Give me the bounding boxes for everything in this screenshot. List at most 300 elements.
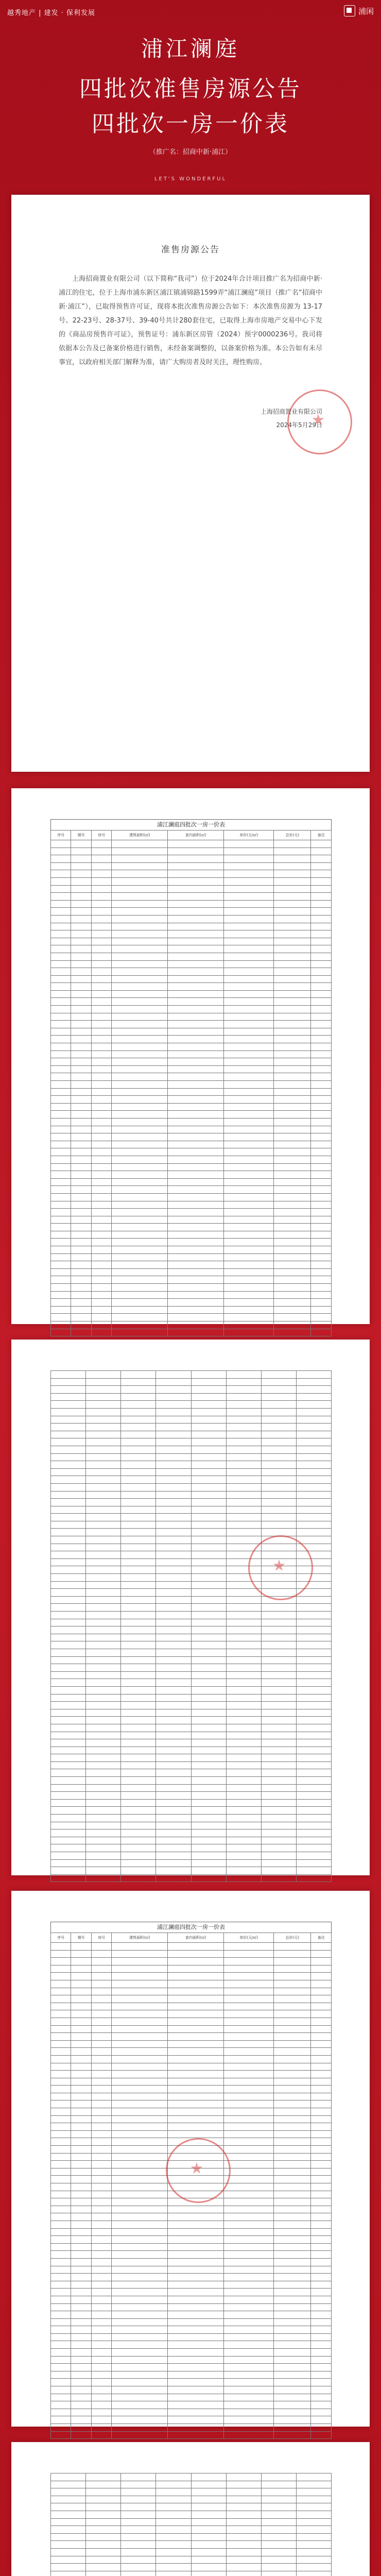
table-cell [51,870,71,878]
table-cell [168,1943,224,1951]
table-cell [191,1702,226,1709]
table-cell [91,870,111,878]
table-cell [121,1401,156,1409]
table-cell [86,1558,121,1566]
table-cell [112,2213,168,2221]
table-cell [274,1988,311,1995]
table-row [51,2564,332,2571]
table-cell [311,1958,332,1965]
table-cell [51,2258,71,2266]
table-cell [86,2503,121,2511]
table-cell [224,2311,274,2319]
table-cell [261,1739,296,1747]
table-cell [224,1268,274,1276]
column-header: 建筑面积(㎡) [112,831,168,840]
table-cell [156,1626,191,1634]
table-cell [311,1231,332,1239]
table-cell [226,1822,261,1829]
table-cell [91,930,111,938]
table-cell [311,1141,332,1148]
table-cell [71,1268,91,1276]
table-cell [168,2303,224,2311]
table-cell [51,1253,71,1261]
table-cell [71,1995,91,2003]
table-cell [156,1686,191,1694]
table-cell [191,1799,226,1807]
table-row [51,1314,332,1321]
table-cell [226,2488,261,2496]
table-cell [91,1306,111,1314]
column-header: 建筑面积(㎡) [112,1933,168,1943]
table-cell [121,2541,156,2549]
table-row [51,1612,332,1619]
table-cell [121,1829,156,1837]
table-cell [156,1483,191,1491]
table-row [51,1965,332,1973]
table-cell [274,1299,311,1307]
table-cell [274,2431,311,2439]
table-cell [71,945,91,953]
table-cell [168,1291,224,1299]
table-cell [71,2371,91,2379]
table-row [51,1754,332,1762]
table-cell [296,1476,331,1484]
table-cell [51,1995,71,2003]
table-cell [274,2018,311,2025]
table-cell [311,2228,332,2236]
table-cell [71,2055,91,2063]
table-cell [71,1073,91,1081]
table-cell [51,1656,86,1664]
table-cell [156,1619,191,1626]
table-cell [51,1965,71,1973]
table-row [51,953,332,960]
table-cell [51,2326,71,2334]
column-header: 房号 [91,831,111,840]
table-cell [51,1950,71,1958]
table-cell [311,855,332,863]
table-cell [168,2228,224,2236]
table-cell [274,953,311,960]
table-cell [156,1371,191,1379]
table-cell [168,1171,224,1179]
table-cell [191,1408,226,1416]
table-cell [224,2213,274,2221]
table-row [51,2251,332,2259]
table-cell [112,2236,168,2244]
table-row [51,2033,332,2041]
table-cell [296,2496,331,2503]
table-cell [51,1393,86,1401]
table-cell [274,2311,311,2319]
table-cell [168,960,224,968]
table-cell [91,1193,111,1201]
table-row [51,2341,332,2349]
table-cell [71,2063,91,2071]
table-cell [296,1506,331,1514]
table-cell [226,1829,261,1837]
table-cell [168,1088,224,1096]
table-cell [156,1807,191,1815]
table-cell [86,1566,121,1574]
table-cell [226,1619,261,1626]
table-row [51,2003,332,2010]
table-cell [191,1386,226,1394]
table-cell [226,1732,261,1739]
table-cell [296,1499,331,1506]
table-row [51,2243,332,2251]
table-cell [112,1156,168,1163]
table-cell [112,2409,168,2416]
table-cell [112,2010,168,2018]
table-cell [91,1126,111,1133]
table-cell [71,2409,91,2416]
table-cell [311,960,332,968]
table-cell [274,2191,311,2198]
table-cell [311,2296,332,2303]
table-cell [224,840,274,848]
table-cell [112,1186,168,1194]
table-cell [71,1291,91,1299]
table-row [51,2123,332,2131]
table-cell [261,1423,296,1431]
table-cell [51,1021,71,1028]
table-cell [224,1133,274,1141]
table-cell [311,1216,332,1224]
table-cell [121,1867,156,1875]
table-cell [71,2401,91,2409]
table-cell [112,870,168,878]
table-cell [311,2258,332,2266]
table-cell [274,1950,311,1958]
table-cell [156,1544,191,1551]
table-row [51,1096,332,1104]
table-cell [51,1686,86,1694]
table-cell [224,1171,274,1179]
table-cell [121,1438,156,1446]
table-cell [261,1604,296,1612]
table-cell [274,1171,311,1179]
table-cell [71,1058,91,1066]
table-cell [86,1747,121,1754]
table-cell [261,1777,296,1785]
table-cell [71,930,91,938]
table-cell [224,968,274,976]
table-cell [71,2033,91,2041]
table-cell [91,2010,111,2018]
table-cell [86,1386,121,1394]
table-cell [224,2183,274,2191]
table-cell [51,2138,71,2146]
table-cell [86,1408,121,1416]
table-cell [51,1852,86,1860]
table-cell [226,1777,261,1785]
table-cell [274,840,311,848]
table-cell [91,1261,111,1269]
table-cell [51,2168,71,2176]
table-cell [156,1844,191,1852]
table-cell [168,2401,224,2409]
table-cell [156,1784,191,1792]
table-cell [261,2541,296,2549]
table-cell [156,2526,191,2534]
table-cell [91,893,111,901]
table-row [51,2221,332,2228]
table-cell [224,2191,274,2198]
table-cell [226,1483,261,1491]
table-cell [121,1529,156,1536]
table-cell [112,1050,168,1058]
table-cell [226,1423,261,1431]
table-row [51,1416,332,1423]
table-cell [121,1566,156,1574]
table-cell [224,2409,274,2416]
table-cell [91,862,111,870]
table-cell [51,1589,86,1597]
table-cell [112,2191,168,2198]
table-cell [168,1118,224,1126]
table-row [51,1284,332,1292]
table-cell [274,877,311,885]
table-cell [51,2424,71,2432]
table-cell [51,2349,71,2357]
table-cell [168,2318,224,2326]
table-cell [191,1807,226,1815]
table-cell [311,968,332,976]
table-cell [51,1468,86,1476]
table-cell [191,1829,226,1837]
table-cell [224,2349,274,2357]
table-cell [274,1201,311,1209]
table-cell [156,1393,191,1401]
table-cell [226,1739,261,1747]
table-cell [274,2356,311,2364]
table-cell [168,2078,224,2086]
table-cell [311,1081,332,1089]
table-cell [86,1815,121,1822]
table-row [51,1073,332,1081]
table-cell [311,2108,332,2116]
table-cell [296,1671,331,1679]
table-cell [86,1717,121,1724]
table-cell [296,1747,331,1754]
table-row [51,1006,332,1013]
table-cell [311,2394,332,2401]
table-row [51,1081,332,1089]
table-cell [91,2409,111,2416]
table-cell [224,2296,274,2303]
table-cell [71,1246,91,1254]
table-cell [274,938,311,945]
table-cell [224,2108,274,2116]
table-cell [168,1958,224,1965]
table-cell [112,2364,168,2371]
table-cell [311,2266,332,2274]
table-cell [51,1859,86,1867]
table-cell [311,1156,332,1163]
table-cell [51,1073,71,1081]
table-cell [51,1574,86,1582]
table-cell [274,2161,311,2168]
table-cell [274,2086,311,2093]
table-cell [51,1612,86,1619]
table-cell [296,1604,331,1612]
table-cell [112,975,168,983]
table-cell [191,1822,226,1829]
table-cell [51,1239,71,1246]
table-cell [51,2274,71,2281]
table-cell [311,1133,332,1141]
table-cell [112,2003,168,2010]
table-cell [51,1754,86,1762]
table-cell [51,930,71,938]
table-cell [226,2503,261,2511]
table-cell [112,2356,168,2364]
table-cell [311,862,332,870]
table-row [51,1058,332,1066]
table-cell [311,1013,332,1021]
table-cell [311,953,332,960]
table-cell [121,1717,156,1724]
table-row [51,2416,332,2424]
table-cell [51,1276,71,1284]
table-cell [112,2168,168,2176]
table-cell [261,2548,296,2556]
table-cell [51,2311,71,2319]
table-cell [86,1852,121,1860]
table-row [51,1671,332,1679]
table-cell [156,2481,191,2488]
table-row [51,1306,332,1314]
table-cell [51,2296,71,2303]
table-cell [71,2115,91,2123]
table-cell [224,2251,274,2259]
table-cell [112,953,168,960]
table-row [51,1837,332,1844]
table-cell [51,1626,86,1634]
table-cell [91,1141,111,1148]
table-cell [296,1754,331,1762]
table-cell [112,2386,168,2394]
table-cell [112,1216,168,1224]
table-cell [261,1859,296,1867]
table-cell [274,2153,311,2161]
table-cell [191,1506,226,1514]
table-cell [112,2183,168,2191]
table-cell [71,893,91,901]
table-cell [226,2511,261,2518]
table-cell [51,1536,86,1544]
table-row [51,975,332,983]
table-row [51,877,332,885]
table-cell [112,2296,168,2303]
table-cell [71,2018,91,2025]
table-cell [224,1965,274,1973]
table-cell [311,1268,332,1276]
table-cell [191,1777,226,1785]
table-cell [296,1514,331,1521]
table-cell [311,1096,332,1104]
table-cell [168,1141,224,1148]
table-cell [86,1461,121,1469]
table-cell [274,2213,311,2221]
table-cell [226,2556,261,2564]
table-row [51,1299,332,1307]
table-cell [311,893,332,901]
table-cell [51,1408,86,1416]
table-cell [168,1950,224,1958]
table-cell [156,1867,191,1875]
table-cell [91,1111,111,1118]
table-cell [51,2071,71,2078]
table-cell [86,1521,121,1529]
table-cell [51,953,71,960]
table-cell [224,915,274,923]
table-cell [112,2100,168,2108]
table-cell [226,1792,261,1800]
table-cell [224,862,274,870]
table-cell [168,2108,224,2116]
table-cell [168,1276,224,1284]
table-cell [274,1193,311,1201]
table-cell [226,1807,261,1815]
table-cell [274,2401,311,2409]
table-cell [86,1664,121,1672]
table-cell [112,960,168,968]
table-cell [51,2318,71,2326]
table-cell [191,1686,226,1694]
table-cell [168,1178,224,1186]
table-cell [156,1859,191,1867]
table-caption: 浦江澜庭四批次一房一价表 [50,819,332,830]
table-row [51,1514,332,1521]
table-row [51,945,332,953]
table-cell [71,1186,91,1194]
table-cell [274,1058,311,1066]
table-cell [296,1521,331,1529]
table-cell [121,1581,156,1589]
table-cell [51,1013,71,1021]
table-row [51,1401,332,1409]
table-cell [311,2153,332,2161]
table-row [51,2296,332,2303]
table-cell [274,1065,311,1073]
table-cell [274,1276,311,1284]
table-cell [224,2115,274,2123]
table-cell [224,908,274,916]
table-cell [112,1284,168,1292]
table-cell [296,1732,331,1739]
table-cell [86,1536,121,1544]
table-cell [156,2488,191,2496]
table-cell [191,1724,226,1732]
table-cell [168,2010,224,2018]
table-cell [71,2326,91,2334]
table-cell [226,1589,261,1597]
table-cell [274,1224,311,1231]
table-cell [51,1739,86,1747]
table-row [51,915,332,923]
price-seal [166,2138,231,2203]
table-cell [121,1378,156,1386]
table-cell [51,1231,71,1239]
project-logo-icon [344,5,355,16]
table-cell [311,915,332,923]
table-cell [311,998,332,1006]
table-cell [156,1664,191,1672]
table-row [51,1829,332,1837]
table-cell [112,2161,168,2168]
